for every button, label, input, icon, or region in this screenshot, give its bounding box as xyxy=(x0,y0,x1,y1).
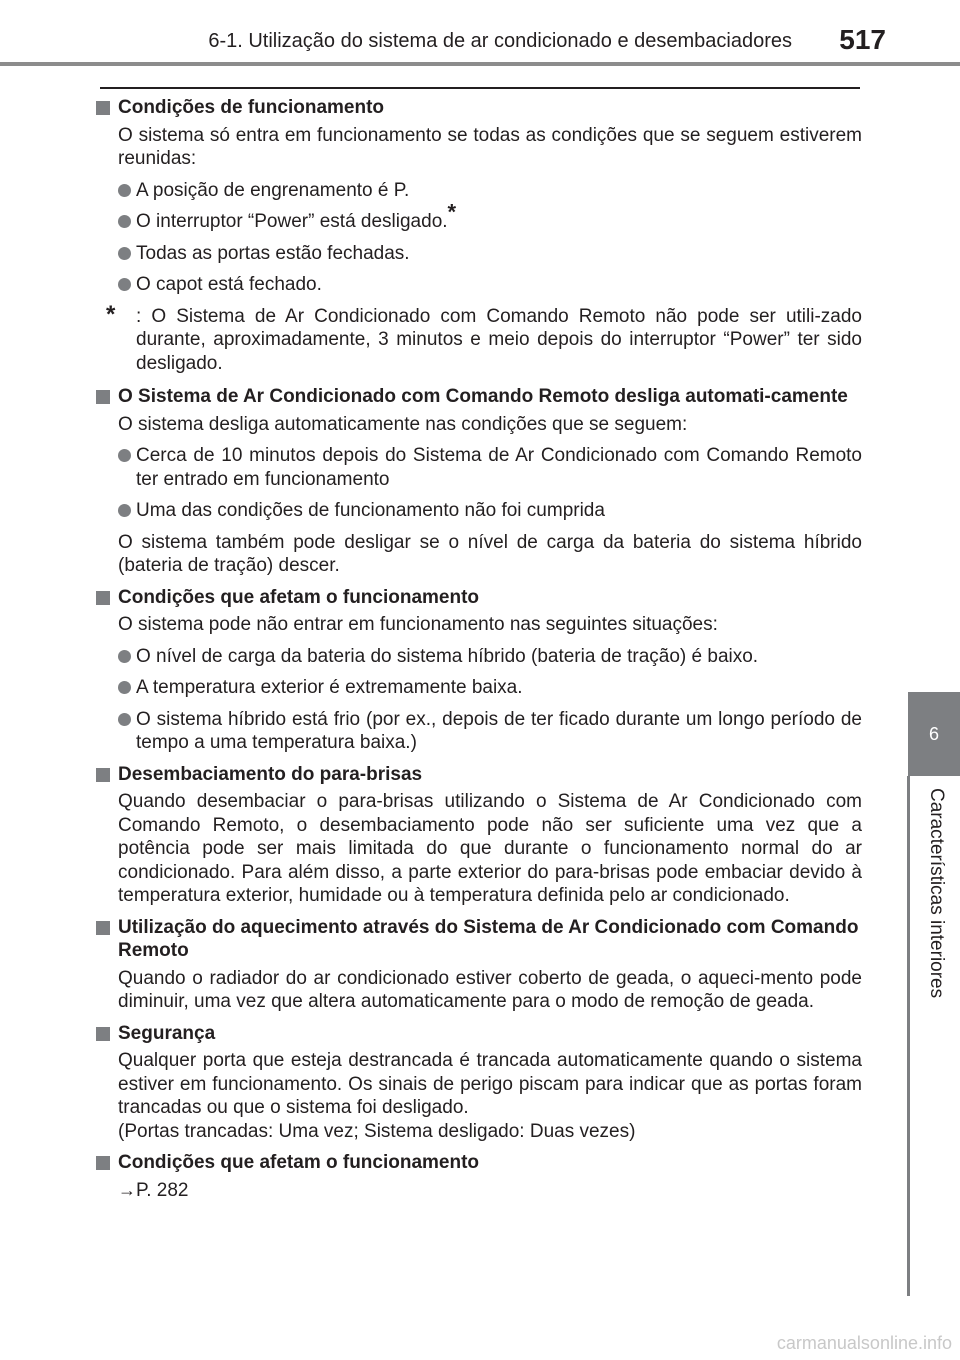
section-heading: Condições que afetam o funcionamento xyxy=(96,1151,862,1175)
square-bullet-icon xyxy=(96,591,110,605)
square-bullet-icon xyxy=(96,768,110,782)
list-item: Cerca de 10 minutos depois do Sistema de Ar Condicionado com Comando Remoto ter entrado em funcionamento xyxy=(96,444,862,491)
chapter-tab-label-text: Características interiores xyxy=(926,788,947,999)
page-header xyxy=(0,0,960,62)
arrow-right-icon: → xyxy=(118,1179,136,1200)
list-item: A posição de engrenamento é P. xyxy=(96,179,862,203)
chapter-tab-label[interactable] xyxy=(907,776,960,1296)
section-heading: Condições de funcionamento xyxy=(96,96,862,120)
chapter-tab-number[interactable]: 6 xyxy=(908,692,960,776)
section-heading: Utilização do aquecimento através do Sistema de Ar Condicionado com Comando Remoto xyxy=(96,916,862,963)
watermark-text: carmanualsonline.info xyxy=(776,1333,952,1353)
header-rule xyxy=(0,62,960,66)
dot-bullet-icon xyxy=(118,681,131,694)
section-intro: O sistema desliga automaticamente nas condições que se seguem: xyxy=(118,413,688,435)
section-heading: Desembaciamento do para-brisas xyxy=(96,763,862,787)
list-item: O interruptor “Power” está desligado.* xyxy=(96,210,862,234)
page-number: 517 xyxy=(839,24,886,55)
footnote: * : O Sistema de Ar Condicionado com Comando Remoto não pode ser utili-zado durante, aproximadamente, 3 minutos e meio depois do interruptor “Power” ter sido desligado. xyxy=(106,300,862,374)
section-intro: O sistema só entra em funcionamento se todas as condições que se seguem estiverem reunidas: xyxy=(118,124,862,169)
list-item: A temperatura exterior é extremamente baixa. xyxy=(96,676,862,700)
list-item: O nível de carga da bateria do sistema híbrido (bateria de tração) é baixo. xyxy=(96,645,862,669)
square-bullet-icon xyxy=(96,1027,110,1041)
section-heading: Condições que afetam o funcionamento xyxy=(96,586,862,610)
dot-bullet-icon xyxy=(118,278,131,291)
footnote-mark: * xyxy=(106,300,116,328)
section-affecting-conditions xyxy=(96,586,862,755)
square-bullet-icon xyxy=(96,390,110,404)
section-heading: O Sistema de Ar Condicionado com Comando Remoto desliga automati-camente xyxy=(96,385,862,409)
section-operating-conditions xyxy=(96,96,862,375)
dot-bullet-icon xyxy=(118,215,131,228)
page-reference-link[interactable]: →P. 282 xyxy=(118,1179,189,1201)
square-bullet-icon xyxy=(96,101,110,115)
section-intro: Quando desembaciar o para-brisas utilizando o Sistema de Ar Condicionado com Comando Remoto, o desembaciamento pode não ser suficiente uma vez que a potência pode ser mais limitada do que durante o funcionamento normal do ar condicionado. Para além disso, a parte exterior do para-brisas pode embaciar devido à temperatura exterior, humidade ou à temperatura definida pelo ar condicionado. xyxy=(118,791,862,906)
section-outro: (Portas trancadas: Uma vez; Sistema desligado: Duas vezes) xyxy=(118,1120,636,1142)
section-intro: Qualquer porta que esteja destrancada é trancada automaticamente quando o sistema estiver em funcionamento. Os sinais de perigo piscam para indicar que as portas foram trancadas ou que o sistema foi desligado. xyxy=(118,1050,862,1118)
content-top-rule xyxy=(100,87,860,89)
dot-bullet-icon xyxy=(118,247,131,260)
list-item: O sistema híbrido está frio (por ex., depois de ter ficado durante um longo período de tempo a uma temperatura baixa.) xyxy=(96,708,862,755)
section-intro: Quando o radiador do ar condicionado estiver coberto de geada, o aqueci-mento pode diminuir, uma vez que altera automaticamente para o modo de remoção de geada. xyxy=(118,967,862,1012)
section-safety xyxy=(96,1022,862,1144)
dot-bullet-icon xyxy=(118,184,131,197)
section-outro: O sistema também pode desligar se o nível de carga da bateria do sistema híbrido (bateria de tração) descer. xyxy=(118,531,862,576)
square-bullet-icon xyxy=(96,921,110,935)
dot-bullet-icon xyxy=(118,650,131,663)
page-content xyxy=(96,96,862,1208)
square-bullet-icon xyxy=(96,1156,110,1170)
chapter-title: 6-1. Utilização do sistema de ar condicionado e desembaciadores xyxy=(208,30,792,52)
section-affecting-conditions-ref xyxy=(96,1151,862,1202)
section-auto-shutoff xyxy=(96,385,862,578)
list-item: Uma das condições de funcionamento não foi cumprida xyxy=(96,499,862,523)
section-heating-use xyxy=(96,916,862,1014)
dot-bullet-icon xyxy=(118,449,131,462)
list-item: O capot está fechado. xyxy=(96,273,862,297)
list-item: Todas as portas estão fechadas. xyxy=(96,242,862,266)
section-intro: O sistema pode não entrar em funcionamento nas seguintes situações: xyxy=(118,614,718,635)
dot-bullet-icon xyxy=(118,713,131,726)
section-windshield-defog xyxy=(96,763,862,908)
section-heading: Segurança xyxy=(96,1022,862,1046)
dot-bullet-icon xyxy=(118,504,131,517)
footnote-asterisk: * xyxy=(447,199,457,225)
